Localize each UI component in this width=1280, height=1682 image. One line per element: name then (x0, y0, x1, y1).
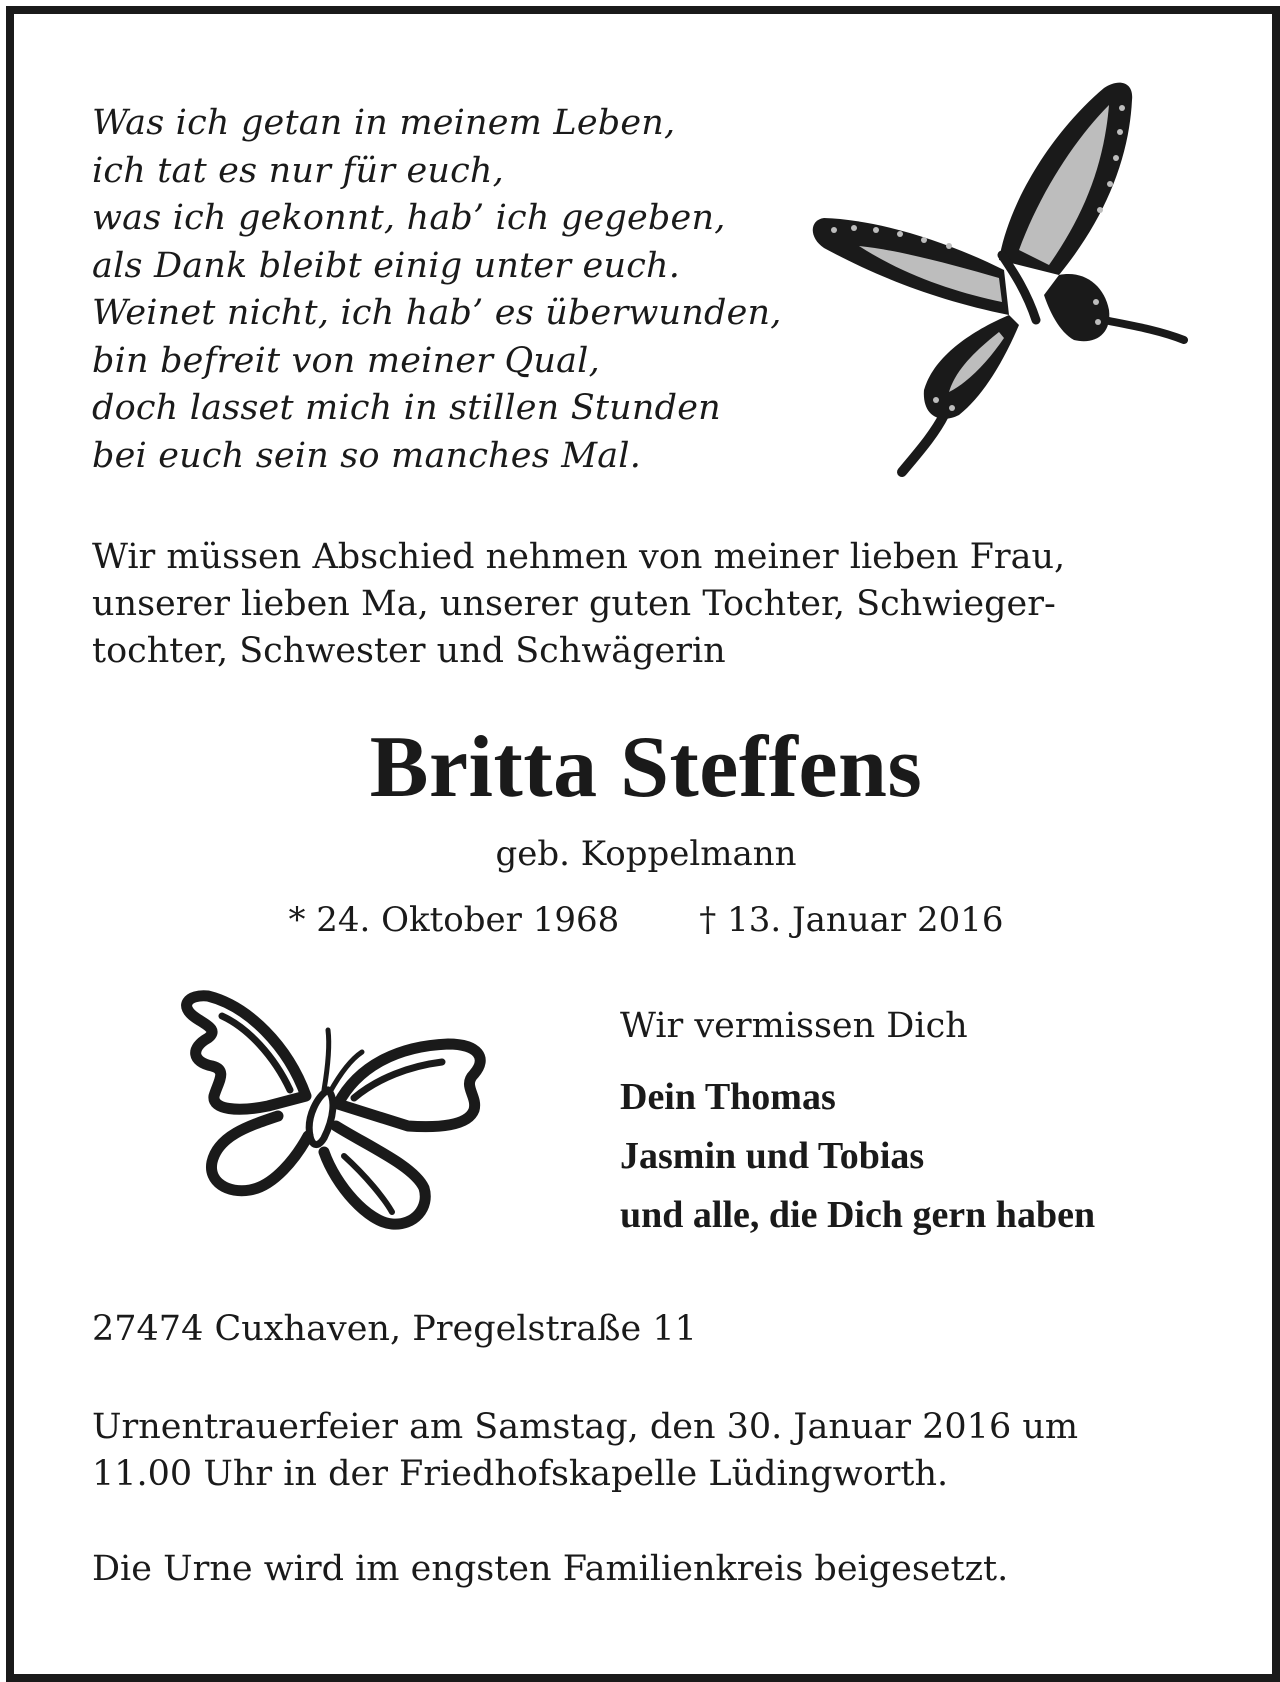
death-date: † 13. Januar 2016 (699, 900, 1004, 940)
swallowtail-butterfly-icon (804, 70, 1244, 490)
poem-line: bei euch sein so manches Mal. (92, 435, 642, 476)
signers-list (620, 1068, 1240, 1245)
signer: und alle, die Dich gern haben (620, 1194, 1096, 1236)
signer: Jasmin und Tobias (620, 1135, 925, 1177)
service-line: Urnentrauerfeier am Samstag, den 30. Januar 2016 um (92, 1407, 1079, 1447)
poem-line: bin befreit von meiner Qual, (92, 340, 600, 381)
burial-note: Die Urne wird im engsten Familienkreis beigesetzt. (92, 1549, 1009, 1589)
butterfly-outline-icon (178, 986, 498, 1246)
farewell-line: Wir müssen Abschied nehmen von meiner lieben Frau, (92, 537, 1066, 577)
service-info (92, 1404, 1222, 1498)
poem-line: was ich gekonnt, hab’ ich gegeben, (92, 198, 726, 238)
birth-date: * 24. Oktober 1968 (288, 900, 620, 940)
poem (92, 100, 872, 480)
mourners-block (620, 1004, 1240, 1245)
farewell-line: unserer lieben Ma, unserer guten Tochter, Schwieger- (92, 584, 1056, 624)
poem-line: doch lasset mich in stillen Stunden (92, 388, 721, 428)
poem-line: ich tat es nur für euch, (92, 150, 504, 191)
poem-line: Weinet nicht, ich hab’ es überwunden, (92, 293, 782, 333)
signer: Dein Thomas (620, 1076, 836, 1118)
poem-line: als Dank bleibt einig unter euch. (92, 245, 681, 286)
poem-line: Was ich getan in meinem Leben, (92, 103, 676, 143)
deceased-name: Britta Steffens (369, 719, 923, 816)
maiden-name: geb. Koppelmann (495, 834, 797, 874)
obituary-frame (6, 6, 1280, 1682)
address: 27474 Cuxhaven, Pregelstraße 11 (92, 1309, 697, 1349)
life-dates (14, 898, 1278, 942)
farewell-text (92, 534, 1212, 675)
service-line: 11.00 Uhr in der Friedhofskapelle Lüdingworth. (92, 1454, 949, 1494)
miss-you-line: Wir vermissen Dich (620, 1006, 968, 1046)
farewell-line: tochter, Schwester und Schwägerin (92, 631, 726, 671)
